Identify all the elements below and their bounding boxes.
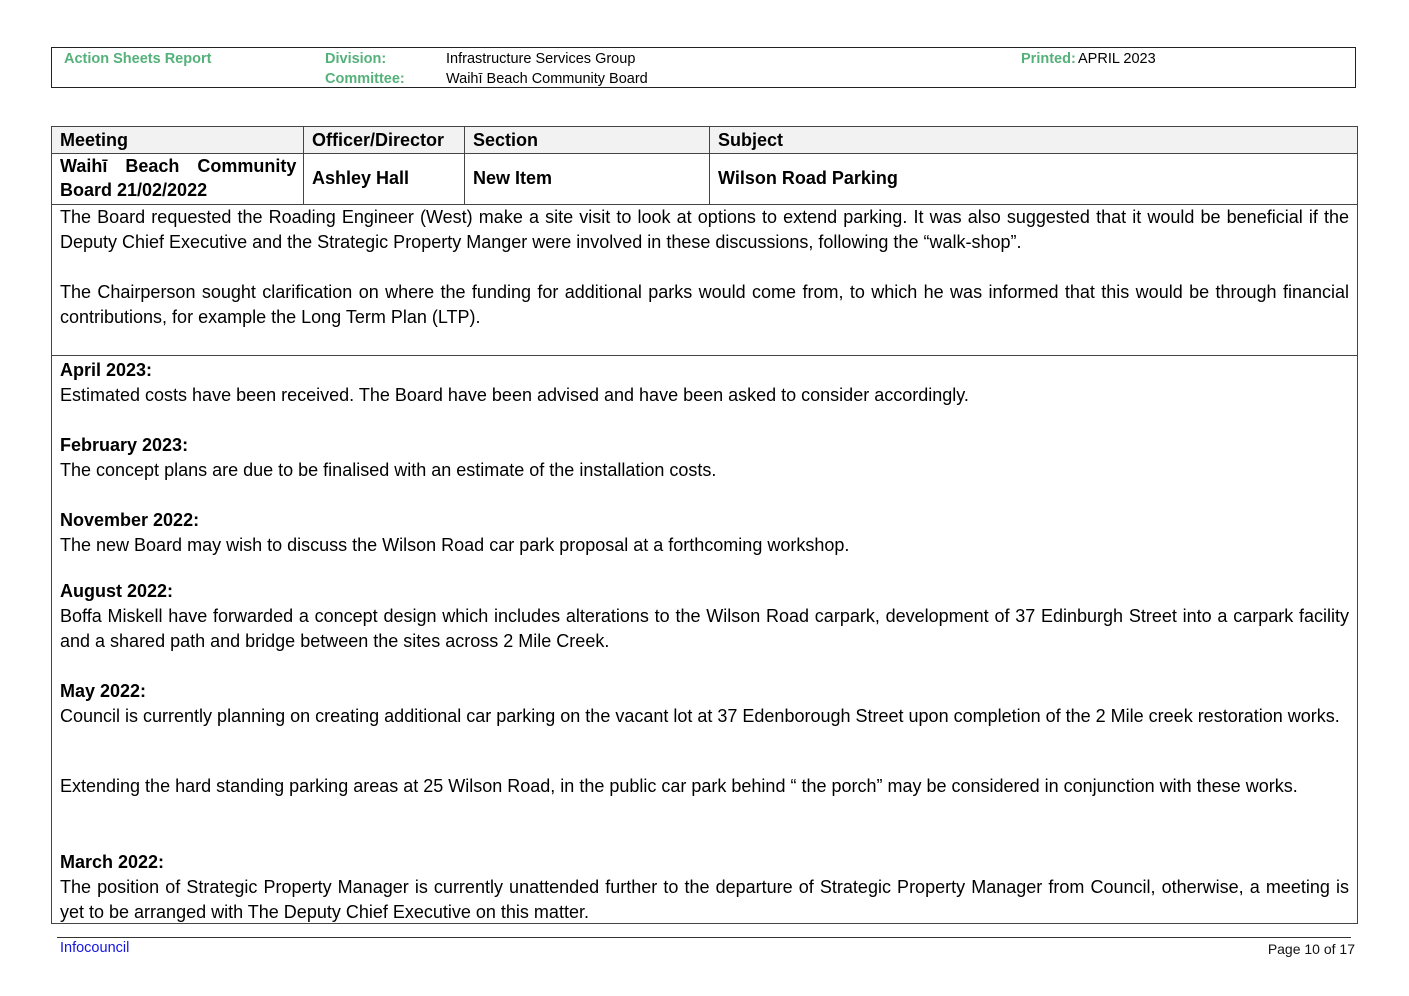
committee-value: Waihī Beach Community Board [446,71,648,87]
col-divider [709,127,710,205]
update-text: Estimated costs have been received. The Board have been advised and have been asked to consider accordingly. [60,385,969,405]
table-values-row [52,154,1357,205]
meeting-line2: Board 21/02/2022 [60,180,208,200]
col-divider [303,127,304,205]
action-table [51,126,1358,924]
update-text: The new Board may wish to discuss the Wilson Road car park proposal at a forthcoming workshop. [60,535,850,555]
update-heading: March 2022: [60,852,165,872]
col-divider [464,127,465,205]
officer-value: Ashley Hall [312,168,410,188]
page-number: Page 10 of 17 [1267,941,1355,957]
update-heading: April 2023: [60,360,153,380]
meeting-line1: Waihī Beach Community [60,156,297,176]
printed-label: Printed: [1021,51,1076,67]
col-section: Section [473,130,539,150]
col-meeting: Meeting [60,130,129,150]
col-officer: Officer/Director [312,130,445,150]
resolution-paragraph-2: The Chairperson sought clarification on where the funding for additional parks would come from, to which he was informed that this would be through financial contributions, for example the Long Term Plan (LTP). [60,282,1349,327]
update-text: The position of Strategic Property Manager is currently unattended further to the departure of Strategic Property Manager from Council, otherwise, a meeting is yet to be arranged with The Deputy Chief Executive on this matter. [60,877,1349,922]
col-subject: Subject [718,130,784,150]
update-text: Extending the hard standing parking areas at 25 Wilson Road, in the public car park behind “ the porch” may be considered in conjunction with these works. [60,776,1298,796]
report-header [51,47,1356,88]
committee-label: Committee: [325,71,405,87]
update-heading: August 2022: [60,581,174,601]
update-heading: February 2023: [60,435,189,455]
resolution-section [52,205,1357,356]
footer-divider [57,937,1351,938]
subject-value: Wilson Road Parking [718,168,898,188]
update-text: The concept plans are due to be finalised with an estimate of the installation costs. [60,460,717,480]
table-header-row [52,127,1357,154]
update-text: Boffa Miskell have forwarded a concept design which includes alterations to the Wilson Road carpark, development of 37 Edinburgh Street into a carpark facility and a shared path and bridge between the sites across 2 Mile Creek. [60,606,1349,651]
report-title: Action Sheets Report [64,51,212,67]
division-value: Infrastructure Services Group [446,51,636,67]
division-label: Division: [325,51,387,67]
footer-infocouncil: Infocouncil [60,940,130,956]
printed-value: APRIL 2023 [1078,51,1156,67]
resolution-paragraph-1: The Board requested the Roading Engineer (West) make a site visit to look at options to extend parking. It was also suggested that it would be beneficial if the Deputy Chief Executive and the Strategic Property Manger were involved in these discussions, following the “walk-shop”. [60,207,1349,252]
update-heading: May 2022: [60,681,147,701]
section-value: New Item [473,168,553,188]
update-text: Council is currently planning on creating additional car parking on the vacant lot at 37 Edenborough Street upon completion of the 2 Mile creek restoration works. [60,706,1340,726]
update-heading: November 2022: [60,510,200,530]
